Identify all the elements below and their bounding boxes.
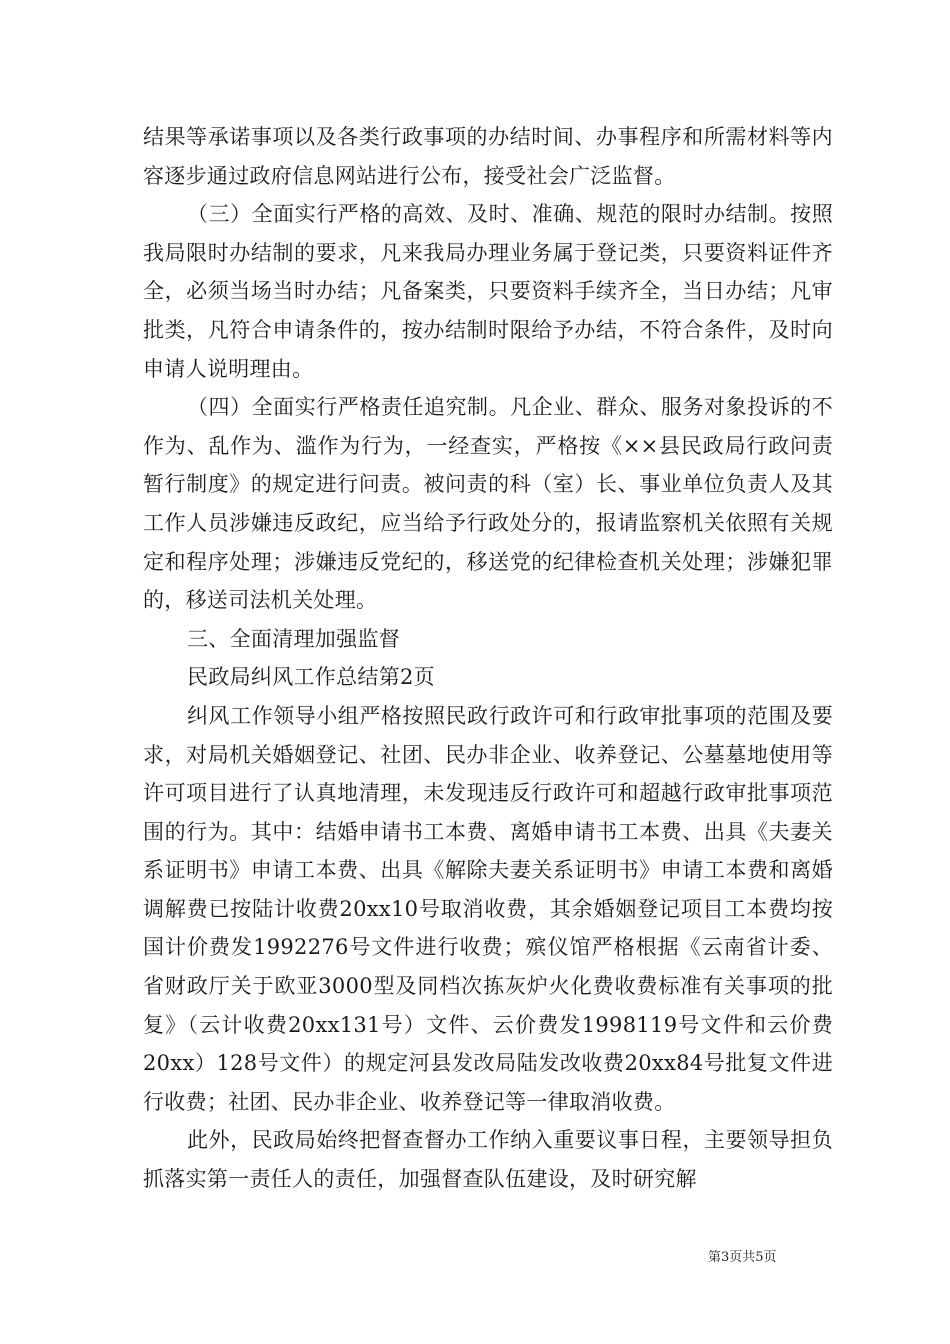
paragraph-continued: 结果等承诺事项以及各类行政事项的办结时间、办事程序和所需材料等内容逐步通过政府信息网站进行公布，接受社会广泛监督。 [143, 125, 833, 188]
section-heading-supervision: 三、全面清理加强监督 [187, 626, 400, 651]
page-number-footer: 第3页共5页 [708, 1250, 777, 1265]
paragraph-supervision: 此外，民政局始终把督查督办工作纳入重要议事日程，主要领导担负抓落实第一责任人的责任，加强督查队伍建设，及时研究解 [143, 1128, 833, 1192]
paragraph-time-limit: （三）全面实行严格的高效、及时、准确、规范的限时办结制。按照我局限时办结制的要求，凡来我局办理业务属于登记类，只要资料证件齐全，必须当场当时办结；凡备案类，只要资料手续齐全，当日办结；凡审批类，凡符合申请条件的，按办结制时限给予办结，不符合条件，及时向申请人说明理由。 [143, 202, 833, 381]
document-body [143, 118, 833, 1199]
paragraph-accountability: （四）全面实行严格责任追究制。凡企业、群众、服务对象投诉的不作为、乱作为、滥作为行为，一经查实，严格按《××县民政局行政问责暂行制度》的规定进行问责。被问责的科（室）长、事业单位负责人及其工作人员涉嫌违反政纪，应当给予行政处分的，报请监察机关依照有关规定和程序处理；涉嫌违反党纪的，移送党的纪律检查机关处理；涉嫌犯罪的，移送司法机关处理。 [143, 395, 833, 613]
paragraph-cleanup: 纠风工作领导小组严格按照民政行政许可和行政审批事项的范围及要求，对局机关婚姻登记、社团、民办非企业、收养登记、公墓墓地使用等许可项目进行了认真地清理，未发现违反行政许可和超越行政审批事项范围的行为。其中：结婚申请书工本费、离婚申请书工本费、出具《夫妻关系证明书》申请工本费、出具《解除夫妻关系证明书》申请工本费和离婚调解费已按陆计收费20xx10号取消收费，其余婚姻登记项目工本费均按国计价费发1992276号文件进行收费；殡仪馆严格根据《云南省计委、省财政厅关于欧亚3000型及同档次拣灰炉火化费收费标准有关事项的批复》（云计收费20xx131号）文件、云价费发1998119号文件和云价费20xx）128号文件）的规定河县发改局陆发改收费20xx84号批复文件进行收费；社团、民办非企业、收养登记等一律取消收费。 [143, 703, 833, 1114]
page-marker-line: 民政局纠风工作总结第2页 [187, 665, 435, 690]
